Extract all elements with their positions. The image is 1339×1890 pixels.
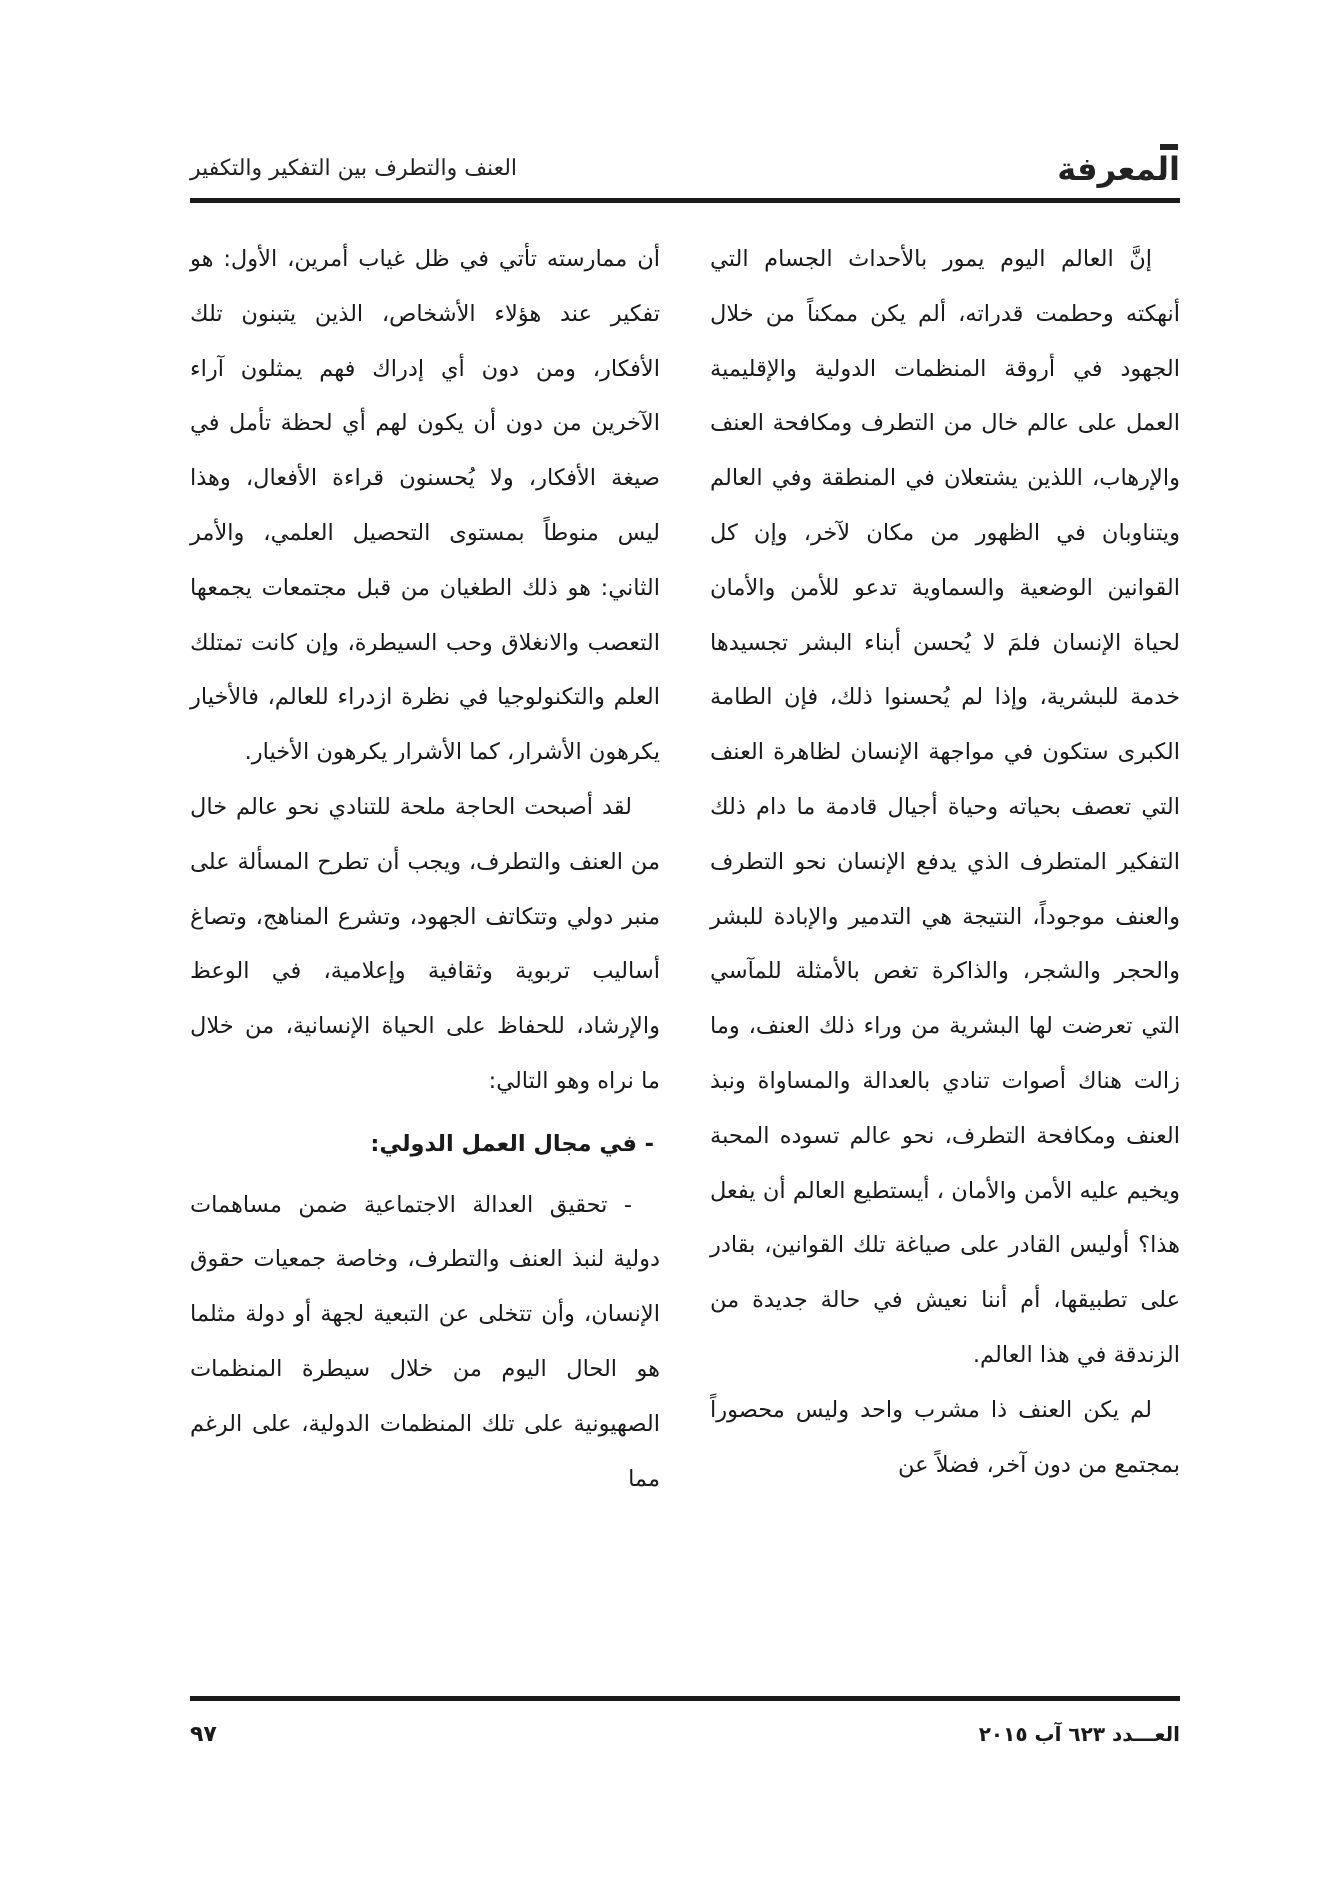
logo-mark [1160, 144, 1178, 150]
body-paragraph: أن ممارسته تأتي في ظل غياب أمرين، الأول: هو تفكير عند هؤلاء الأشخاص، الذين يتبنون تلك الأفكار، ومن دون أي إدراك فهم يمثلون آراء الآخرين من دون أن يكون لهم أي لحظة تأمل في صيغة الأفكار، ولا يُحسنون قراءة الأفعال، وهذا ليس منوطاً بمستوى التحصيل العلمي، والأمر الثاني: هو ذلك الطغيان من قبل مجتمعات يجمعها التعصب والانغلاق وحب السيطرة، وإن كانت تمتلك العلم والتكنولوجيا في نظرة ازدراء للعالم، فالأخيار يكرهون الأشرار، كما الأشرار يكرهون الأخيار. [190, 246, 660, 766]
header-divider [190, 198, 1180, 203]
body-paragraph: لقد أصبحت الحاجة ملحة للتنادي نحو عالم خال من العنف والتطرف، ويجب أن تطرح المسألة على منبر دولي وتتكاتف الجهود، وتشرع المناهج، وتصاغ أساليب تربوية وثقافية وإعلامية، في الوعظ والإرشاد، للحفاظ على الحياة الإنسانية، من خلال ما نراه وهو التالي: [190, 793, 660, 1094]
body-paragraph: لم يكن العنف ذا مشرب واحد وليس محصوراً بمجتمع من دون آخر، فضلاً عن [710, 1396, 1180, 1478]
section-subheading: - في مجال العمل الدولي: [370, 1130, 654, 1157]
page-header [190, 150, 1180, 190]
running-title: العنف والتطرف بين التفكير والتكفير [190, 156, 518, 181]
page-number: ٩٧ [190, 1722, 217, 1747]
magazine-logo [1057, 150, 1180, 188]
footer-divider [190, 1696, 1180, 1701]
logo-text: المعرفة [1057, 150, 1180, 188]
issue-info: العـــدد ٦٢٣ آب ٢٠١٥ [978, 1722, 1180, 1746]
right-column [710, 232, 1180, 1492]
body-paragraph: - تحقيق العدالة الاجتماعية ضمن مساهمات دولية لنبذ العنف والتطرف، وخاصة جمعيات حقوق الإنسان، وأن تتخلى عن التبعية لجهة أو دولة مثلما هو الحال اليوم من خلال سيطرة المنظمات الصهيونية على تلك المنظمات الدولية، على الرغم مما [190, 1191, 660, 1492]
body-paragraph: إنَّ العالم اليوم يمور بالأحداث الجسام التي أنهكته وحطمت قدراته، ألم يكن ممكناً من خلال الجهود في أروقة المنظمات الدولية والإقليمية العمل على عالم خال من التطرف ومكافحة العنف والإرهاب، اللذين يشتعلان في المنطقة وفي العالم ويتناوبان في الظهور من مكان لآخر، وإن كل القوانين الوضعية والسماوية تدعو للأمن والأمان لحياة الإنسان فلمَ لا يُحسن أبناء البشر تجسيدها خدمة للبشرية، وإذا لم يُحسنوا ذلك، فإن الطامة الكبرى ستكون في مواجهة الإنسان لظاهرة العنف التي تعصف بحياته وحياة أجيال قادمة ما دام ذلك التفكير المتطرف الذي يدفع الإنسان نحو التطرف والعنف موجوداً، النتيجة هي التدمير والإبادة للبشر والحجر والشجر، والذاكرة تغص بالأمثلة للمآسي التي تعرضت لها البشرية من وراء ذلك العنف، وما زالت هناك أصوات تنادي بالعدالة والمساواة ونبذ العنف ومكافحة التطرف، نحو عالم تسوده المحبة ويخيم عليه الأمن والأمان ، أيستطيع العالم أن يفعل هذا؟ أوليس القادر على صياغة تلك القوانين، بقادر على تطبيقها، أم أننا نعيش في حالة جديدة من الزندقة في هذا العالم. [710, 246, 1180, 1368]
left-column [190, 232, 660, 1506]
